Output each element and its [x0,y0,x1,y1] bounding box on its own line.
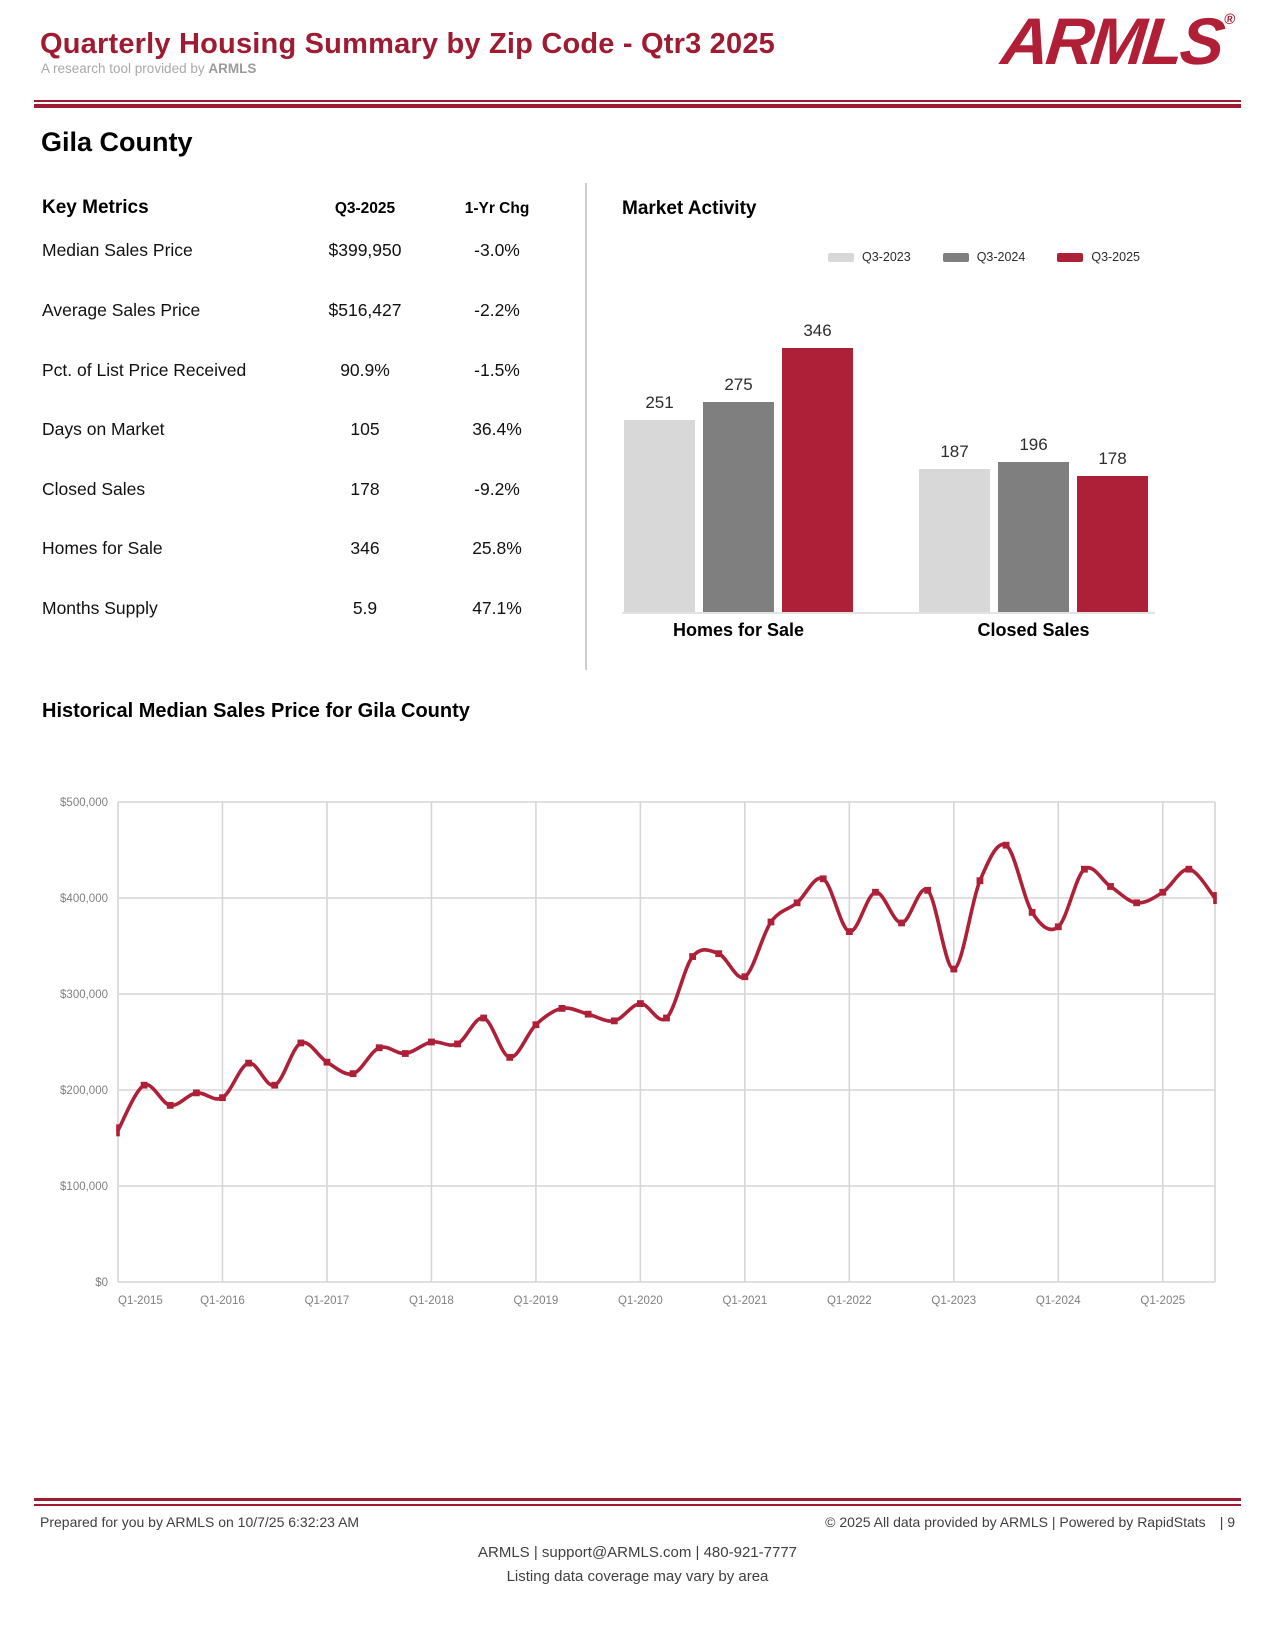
data-point-marker [219,1094,226,1101]
subtitle-prefix: A research tool provided by [41,61,209,76]
line-start-tick [116,1124,120,1136]
bar-category-label: Homes for Sale [672,620,805,640]
data-point-marker [977,877,984,884]
metric-value: 105 [350,419,380,439]
x-axis-label: Q1-2020 [617,1295,663,1307]
data-point-marker [637,1000,644,1007]
data-point-marker [324,1059,331,1066]
bar-q3-2025-homes-for-sale [782,348,853,612]
bar-chart-plot [620,195,1235,660]
data-point-marker [924,887,931,894]
data-point-marker [376,1044,383,1051]
market-activity-title: Market Activity [622,198,757,219]
x-axis-label: Q1-2019 [513,1295,559,1307]
metric-change: -3.0% [474,240,520,260]
y-axis-label: $500,000 [60,797,108,809]
bar-category-label: Closed Sales [977,620,1090,640]
key-metrics-title: Key Metrics [42,197,149,218]
data-point-marker [297,1040,304,1047]
historical-chart-title: Historical Median Sales Price for Gila County [42,700,470,722]
col-header-current: Q3-2025 [334,200,396,217]
y-axis-label: $300,000 [60,989,108,1001]
data-point-marker [794,899,801,906]
x-axis-label: Q1-2018 [409,1295,454,1307]
data-point-marker [271,1082,278,1089]
header-rule-thin [34,100,1241,102]
x-axis-label: Q1-2022 [826,1295,872,1307]
metric-value: 90.9% [340,360,390,380]
metric-label: Pct. of List Price Received [42,360,247,380]
footer-rule-thick [34,1498,1241,1501]
bar-value-label: 196 [1019,435,1048,454]
registered-mark-icon: ® [1223,11,1237,28]
data-point-marker [1081,866,1088,873]
bar-q3-2023-homes-for-sale [624,420,695,612]
x-axis-label: Q1-2025 [1140,1295,1186,1307]
report-title: Quarterly Housing Summary by Zip Code - Qtr3 2025 [40,28,775,60]
metric-change: 25.8% [472,538,522,558]
metric-value: 178 [350,479,380,499]
armls-logo [998,4,1237,78]
report-subtitle [41,61,256,76]
market-activity-chart [620,195,1235,660]
metric-label: Homes for Sale [42,538,163,558]
bar-value-label: 187 [940,442,969,461]
data-point-marker [741,973,748,980]
line-end-tick [1213,892,1217,904]
data-point-marker [402,1050,409,1057]
data-point-marker [1003,842,1010,849]
metric-change: 47.1% [472,598,522,618]
data-point-marker [585,1011,592,1018]
data-point-marker [950,966,957,973]
bar-q3-2025-closed-sales [1077,476,1148,612]
x-axis-label: Q1-2021 [722,1295,768,1307]
metric-value: $399,950 [328,240,402,260]
data-point-marker [846,928,853,935]
metric-change: -1.5% [474,360,520,380]
data-point-marker [768,919,775,926]
historical-line-chart [40,745,1235,1325]
x-axis-label: Q1-2017 [304,1295,350,1307]
bar-value-label: 346 [803,321,832,340]
data-point-marker [167,1102,174,1109]
footer-copyright-text [825,1514,1235,1530]
metric-change: -9.2% [474,479,520,499]
footer-coverage-note: Listing data coverage may vary by area [506,1568,769,1585]
metric-label: Median Sales Price [42,240,193,260]
data-point-marker [898,920,905,927]
bar-value-label: 251 [645,393,674,412]
metric-label: Months Supply [42,598,158,618]
bar-value-label: 275 [724,375,753,394]
data-point-marker [506,1054,513,1061]
data-point-marker [141,1082,148,1089]
bar-chart-baseline [622,612,1155,614]
data-point-marker [350,1070,357,1077]
y-axis-label: $200,000 [60,1085,108,1097]
data-point-marker [1185,866,1192,873]
bar-value-label: 178 [1098,449,1127,468]
header-rule-thick [34,104,1241,108]
data-point-marker [820,875,827,882]
y-axis-label: $0 [95,1277,108,1289]
data-point-marker [480,1015,487,1022]
data-point-marker [559,1005,566,1012]
x-axis-label: Q1-2023 [931,1295,977,1307]
x-axis-label: Q1-2016 [200,1295,245,1307]
median-price-line [118,844,1215,1130]
bar-q3-2023-closed-sales [919,469,990,612]
page-number: | 9 [1219,1514,1235,1530]
data-point-marker [193,1089,200,1096]
data-point-marker [454,1041,461,1048]
metric-label: Average Sales Price [42,300,201,320]
armls-logo-text: ARMLS [998,4,1226,78]
metric-value: 5.9 [352,598,378,618]
metric-value: 346 [350,538,380,558]
bar-q3-2024-homes-for-sale [703,402,774,612]
data-point-marker [715,950,722,957]
metric-change: -2.2% [474,300,520,320]
copyright-text: © 2025 All data provided by ARMLS | Powered by RapidStats [825,1514,1206,1530]
legend-label: Q3-2025 [1091,250,1140,264]
data-point-marker [1029,909,1036,916]
legend-label: Q3-2023 [862,250,911,264]
metric-label: Days on Market [42,419,165,439]
footer-prepared-text: Prepared for you by ARMLS on 10/7/25 6:32:23 AM [40,1514,360,1530]
data-point-marker [245,1060,252,1067]
metric-change: 36.4% [472,419,522,439]
data-point-marker [533,1021,540,1028]
legend-label: Q3-2024 [976,250,1026,264]
footer-contact-text: ARMLS | support@ARMLS.com | 480-921-7777 [478,1544,797,1561]
bar-q3-2024-closed-sales [998,462,1069,612]
y-axis-label: $100,000 [60,1181,108,1193]
data-point-marker [689,953,696,960]
data-point-marker [611,1017,618,1024]
metric-label: Closed Sales [42,479,146,499]
data-point-marker [663,1015,670,1022]
data-point-marker [872,889,879,896]
y-axis-label: $400,000 [60,893,108,905]
data-point-marker [1133,899,1140,906]
section-divider [585,183,587,670]
data-point-marker [428,1039,435,1046]
metric-value: $516,427 [328,300,402,320]
data-point-marker [1159,889,1166,896]
subtitle-brand: ARMLS [208,61,257,76]
x-axis-label: Q1-2024 [1035,1295,1081,1307]
col-header-change: 1-Yr Chg [464,200,530,217]
x-axis-label: Q1-2015 [118,1295,163,1307]
footer-rule-thin [34,1504,1241,1506]
data-point-marker [1055,923,1062,930]
data-point-marker [1107,883,1114,890]
county-heading: Gila County [41,127,193,157]
